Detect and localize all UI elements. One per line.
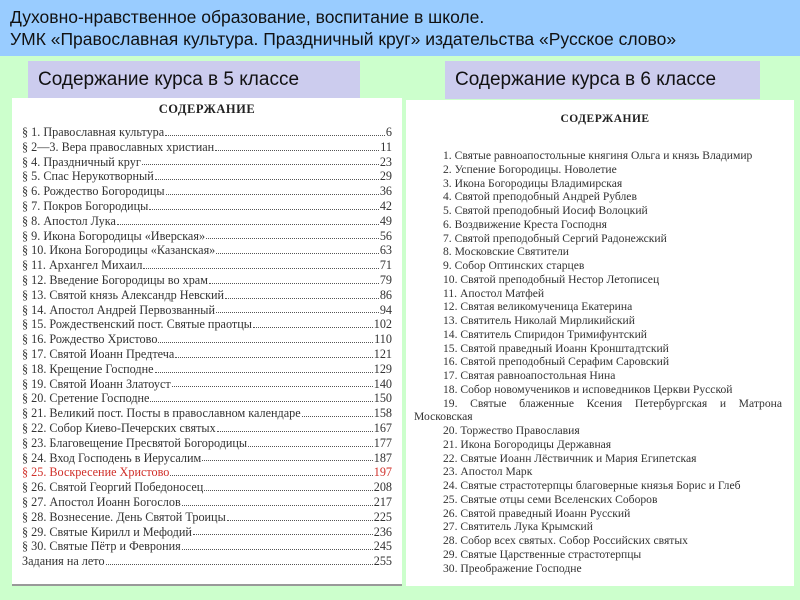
toc-entry-page: 23 bbox=[379, 154, 392, 169]
toc-entry-page: 11 bbox=[380, 139, 392, 154]
toc-entry-page: 49 bbox=[379, 213, 392, 228]
toc-entry-page: 29 bbox=[379, 169, 392, 184]
toc-entry-page: 110 bbox=[374, 332, 392, 347]
toc-entry-title: § 4. Праздничный круг bbox=[22, 154, 141, 169]
leader-dots bbox=[217, 421, 373, 432]
grade6-contents bbox=[406, 100, 794, 586]
toc-entry bbox=[22, 303, 392, 318]
toc-entry-title: § 13. Святой князь Александр Невский bbox=[22, 287, 225, 302]
toc-item: 18. Собор новомучеников и исповедников Церкви Русской bbox=[443, 382, 733, 396]
toc-item: 11. Апостол Матфей bbox=[443, 286, 545, 300]
toc-entry-page: 63 bbox=[379, 243, 392, 258]
toc-entry-title: § 14. Апостол Андрей Первозванный bbox=[22, 302, 216, 317]
toc-entry-title: § 24. Вход Господень в Иерусалим bbox=[22, 450, 202, 465]
toc-item: 15. Святой праведный Иоанн Кронштадтский bbox=[443, 341, 669, 355]
toc-entry bbox=[22, 347, 392, 362]
toc-item: 21. Икона Богородицы Державная bbox=[443, 437, 612, 451]
toc-entry bbox=[22, 465, 392, 480]
leader-dots bbox=[149, 199, 379, 210]
toc-item: 24. Святые страстотерпцы благоверные князья Борис и Глеб bbox=[443, 479, 741, 492]
leader-dots bbox=[142, 155, 379, 166]
toc-entry-title: § 5. Спас Нерукотворный bbox=[22, 169, 154, 184]
toc-item: 23. Апостол Марк bbox=[443, 465, 533, 479]
toc-entry bbox=[22, 140, 392, 155]
toc-entry-title: § 1. Православная культура bbox=[22, 125, 165, 139]
toc-item: 13. Святитель Николай Мирликийский bbox=[443, 314, 635, 327]
toc-entry bbox=[22, 421, 392, 436]
grade6-label: Содержание курса в 6 классе bbox=[445, 61, 760, 99]
toc-item: 30. Преображение Господне bbox=[443, 561, 582, 575]
toc-entry-page: 187 bbox=[373, 450, 392, 465]
leader-dots bbox=[182, 539, 373, 550]
toc-entry-title: § 29. Святые Кирилл и Мефодий bbox=[22, 524, 192, 539]
toc-entry bbox=[22, 510, 392, 525]
toc-item: 7. Святой преподобный Сергий Радонежский bbox=[443, 231, 667, 245]
toc-item: 28. Собор всех святых. Собор Российских святых bbox=[443, 534, 688, 547]
leader-dots bbox=[209, 273, 379, 284]
toc-entry bbox=[22, 436, 392, 451]
leader-dots bbox=[166, 184, 379, 195]
toc-entry-title: § 23. Благовещение Пресвятой Богородицы bbox=[22, 435, 248, 450]
leader-dots bbox=[182, 495, 373, 506]
leader-dots bbox=[155, 169, 379, 180]
toc-entry-page: 158 bbox=[373, 406, 392, 421]
toc-item: 3. Икона Богородицы Владимирская bbox=[443, 176, 623, 190]
toc-item: 29. Святые Царственные страстотерпцы bbox=[443, 547, 642, 561]
toc-entry bbox=[22, 525, 392, 540]
toc-entry-title: § 25. Воскресение Христово bbox=[22, 465, 170, 480]
toc-entry-title: § 9. Икона Богородицы «Иверская» bbox=[22, 228, 206, 243]
leader-dots bbox=[165, 125, 385, 136]
leader-dots bbox=[227, 510, 373, 521]
leader-dots bbox=[202, 451, 372, 462]
toc-item: 25. Святые отцы семи Вселенских Соборов bbox=[443, 492, 658, 506]
toc-item: 27. Святитель Лука Крымский bbox=[443, 520, 593, 534]
toc-item: 4. Святой преподобный Андрей Рублев bbox=[443, 190, 637, 204]
toc-entry bbox=[22, 377, 392, 392]
toc-entry-page: 177 bbox=[373, 435, 392, 450]
leader-dots bbox=[302, 406, 373, 417]
toc-item: 10. Святой преподобный Нестор Летописец bbox=[443, 272, 660, 286]
toc-entry-title: § 27. Апостол Иоанн Богослов bbox=[22, 494, 181, 509]
toc-entry-page: 42 bbox=[379, 198, 392, 213]
leader-dots bbox=[206, 229, 379, 240]
toc-entry bbox=[22, 317, 392, 332]
toc-entry bbox=[22, 184, 392, 199]
toc-item: 14. Святитель Спиридон Тримифунтский bbox=[443, 327, 647, 341]
toc-entry-title: § 15. Рождественский пост. Святые праотцы bbox=[22, 317, 252, 332]
leader-dots bbox=[225, 288, 379, 299]
toc-entry-title: § 20. Сретение Господне bbox=[22, 391, 150, 406]
toc-entry-page: 225 bbox=[373, 509, 392, 524]
toc-item: 19. Святые блаженные Ксения Петербургская и Матрона Московская bbox=[414, 396, 782, 424]
toc-entry bbox=[22, 480, 392, 495]
toc-entry-page: 94 bbox=[379, 302, 392, 317]
toc-entry-title: § 19. Святой Иоанн Златоуст bbox=[22, 376, 171, 391]
grade6-contents-title: СОДЕРЖАНИЕ bbox=[560, 113, 650, 125]
toc-entry bbox=[22, 273, 392, 288]
leader-dots bbox=[170, 465, 372, 476]
toc-entry bbox=[22, 495, 392, 510]
toc-item: 20. Торжество Православия bbox=[443, 424, 580, 437]
leader-dots bbox=[215, 140, 379, 151]
toc-entry bbox=[22, 554, 392, 569]
toc-entry-page: 79 bbox=[379, 272, 392, 287]
leader-dots bbox=[253, 317, 373, 328]
toc-item: 12. Святая великомученица Екатерина bbox=[443, 300, 633, 314]
toc-item: 17. Святая равноапостольная Нина bbox=[443, 369, 616, 382]
toc-entry-page: 208 bbox=[373, 480, 392, 495]
header-line-1: Духовно-нравственное образование, воспитание в школе. bbox=[10, 7, 485, 27]
toc-entry-title: § 26. Святой Георгий Победоносец bbox=[22, 480, 204, 495]
toc-entry-page: 236 bbox=[373, 524, 392, 539]
toc-entry-title: § 2—3. Вера православных христиан bbox=[22, 139, 215, 154]
grade5-contents-title: СОДЕРЖАНИЕ bbox=[158, 102, 256, 116]
toc-item: 8. Московские Святители bbox=[443, 245, 569, 259]
slide-header bbox=[0, 0, 800, 56]
toc-entry-page: 217 bbox=[373, 494, 392, 509]
leader-dots bbox=[158, 332, 373, 343]
leader-dots bbox=[143, 258, 378, 269]
toc-entry-page: 56 bbox=[379, 228, 392, 243]
toc-entry bbox=[22, 451, 392, 466]
toc-entry-title: § 21. Великий пост. Посты в православном календаре bbox=[22, 406, 301, 421]
toc-entry-page: 36 bbox=[379, 184, 392, 199]
leader-dots bbox=[150, 391, 372, 402]
toc-entry bbox=[22, 332, 392, 347]
leader-dots bbox=[204, 480, 372, 491]
toc-item: 6. Воздвижение Креста Господня bbox=[443, 217, 607, 231]
toc-entry-title: Задания на лето bbox=[22, 554, 105, 569]
toc-entry-title: § 10. Икона Богородицы «Казанская» bbox=[22, 243, 216, 258]
toc-entry-title: § 17. Святой Иоанн Предтеча bbox=[22, 346, 175, 361]
toc-entry bbox=[22, 258, 392, 273]
toc-entry bbox=[22, 539, 392, 554]
grade5-contents bbox=[12, 98, 402, 586]
leader-dots bbox=[193, 525, 373, 536]
toc-entry-title: § 11. Архангел Михаил bbox=[22, 258, 143, 273]
leader-dots bbox=[106, 554, 373, 565]
toc-entry-page: 167 bbox=[373, 420, 392, 435]
leader-dots bbox=[248, 436, 373, 447]
toc-entry-title: § 16. Рождество Христово bbox=[22, 332, 158, 347]
leader-dots bbox=[172, 377, 373, 388]
toc-entry bbox=[22, 155, 392, 170]
toc-entry-page: 255 bbox=[373, 554, 392, 569]
toc-entry-page: 129 bbox=[373, 361, 392, 376]
toc-entry bbox=[22, 229, 392, 244]
toc-entry-page: 150 bbox=[373, 391, 392, 406]
grade5-label: Содержание курса в 5 классе bbox=[28, 61, 360, 99]
toc-entry-title: § 6. Рождество Богородицы bbox=[22, 184, 165, 199]
toc-item: 1. Святые равноапостольные княгиня Ольга и князь Владимир bbox=[443, 149, 753, 162]
toc-entry bbox=[22, 214, 392, 229]
toc-entry-page: 6 bbox=[385, 125, 392, 139]
toc-item: 26. Святой праведный Иоанн Русский bbox=[443, 506, 631, 520]
toc-entry-page: 86 bbox=[379, 287, 392, 302]
toc-item: 5. Святой преподобный Иосиф Волоцкий bbox=[443, 204, 648, 217]
toc-entry-page: 102 bbox=[373, 317, 392, 332]
leader-dots bbox=[117, 214, 379, 225]
toc-entry-page: 71 bbox=[379, 258, 392, 273]
toc-entry-title: § 8. Апостол Лука bbox=[22, 213, 116, 228]
toc-entry-page: 197 bbox=[373, 465, 392, 480]
toc-entry bbox=[22, 406, 392, 421]
toc-entry-page: 121 bbox=[373, 346, 392, 361]
toc-entry bbox=[22, 391, 392, 406]
toc-entry-title: § 7. Покров Богородицы bbox=[22, 198, 149, 213]
toc-entry-title: § 30. Святые Пётр и Феврония bbox=[22, 539, 181, 554]
toc-entry-title: § 28. Вознесение. День Святой Троицы bbox=[22, 509, 226, 524]
toc-entry bbox=[22, 288, 392, 303]
header-line-2: УМК «Православная культура. Праздничный круг» издательства «Русское слово» bbox=[10, 29, 677, 49]
toc-entry bbox=[22, 169, 392, 184]
leader-dots bbox=[155, 362, 373, 373]
leader-dots bbox=[175, 347, 372, 358]
toc-item: 2. Успение Богородицы. Новолетие bbox=[443, 162, 617, 176]
toc-entry bbox=[22, 362, 392, 377]
toc-item: 16. Святой преподобный Серафим Саровский bbox=[443, 355, 670, 369]
toc-entry bbox=[22, 199, 392, 214]
toc-entry-title: § 18. Крещение Господне bbox=[22, 361, 154, 376]
toc-entry-title: § 12. Введение Богородицы во храм bbox=[22, 272, 208, 287]
toc-item: 22. Святые Иоанн Лёствичник и Мария Египетская bbox=[443, 451, 697, 465]
toc-entry bbox=[22, 243, 392, 258]
toc-entry bbox=[22, 125, 392, 140]
toc-entry-title: § 22. Собор Киево-Печерских святых bbox=[22, 420, 216, 435]
toc-entry-page: 245 bbox=[373, 539, 392, 554]
toc-entry-page: 140 bbox=[373, 376, 392, 391]
leader-dots bbox=[216, 243, 379, 254]
toc-item: 9. Собор Оптинских старцев bbox=[443, 259, 585, 272]
leader-dots bbox=[216, 303, 379, 314]
